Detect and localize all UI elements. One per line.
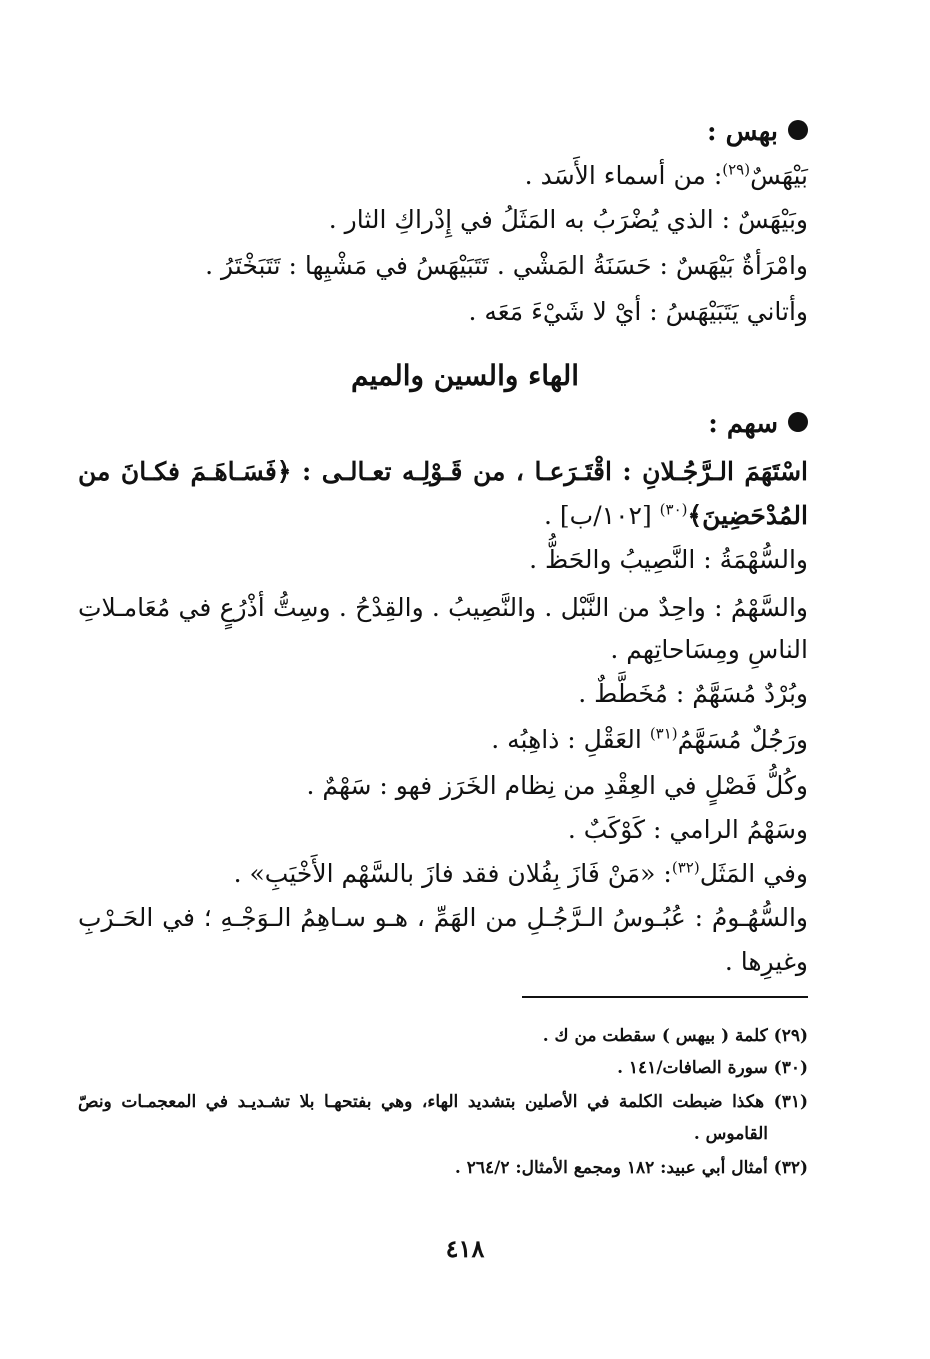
footnote-ref-32[interactable]: (٣٢): [671, 858, 700, 877]
text-line: [491, 720, 808, 760]
text-line: وأتاني يَتَبَيْهَسُ : أيْ لا شَيْءَ مَعَه .: [468, 297, 808, 326]
text-line: [544, 496, 808, 536]
page-number: ٤١٨: [445, 1234, 485, 1263]
text-line: والسُّهْمَةُ : النَّصِيبُ والحَظُّ .: [529, 545, 808, 574]
text-line: وامْرَأةٌ بَيْهَسٌ : حَسَنَةُ المَشْي . تَتَبَيْهَسُ في مَشْيِها : تَتَبَخْتَرُ .: [205, 251, 808, 280]
footnote-ref-29[interactable]: (٢٩): [722, 160, 751, 179]
text-line: الناسِ ومِسَاحاتِهم .: [610, 635, 808, 664]
entry-heading-text: سهم :: [708, 409, 778, 439]
footnote-ref-31[interactable]: (٣١): [649, 724, 678, 743]
text-line: والسُّهُـومُ : عُبُـوسُ الـرَّجُـلِ من الهَمِّ ، هـو سـاهِمُ الـوَجْـهِ ؛ في الحَـرْبِ: [78, 903, 808, 932]
proverb: : «مَنْ فَازَ بِفُلان فقد فازَ بالسَّهْم الأَخْيَبِ» .: [233, 859, 672, 888]
footnote-31: (٣١) هكذا ضبطت الكلمة في الأصلين بتشديد الهاء، وهي بفتحهـا بلا تشـديـد في المعجمـات ونصّ: [78, 1092, 808, 1112]
text-line: وغيرِها .: [724, 947, 808, 976]
text-line: وبَيْهَسٌ : الذي يُضْرَبُ به المَثَلُ في إِدْراكِ الثار .: [328, 205, 808, 234]
footnote-32: (٣٢) أمثال أبي عبيد: ١٨٢ ومجمع الأمثال: ٢٦٤/٢ .: [454, 1158, 808, 1178]
entry-heading-text: بهس :: [706, 117, 778, 147]
quran-quote: المُدْحَضِينَ﴾: [687, 501, 808, 530]
text-line: وسَهْمُ الرامي : كَوْكَبٌ .: [567, 815, 808, 844]
headword: ورَجُلٌ مُسَهَّمُ: [677, 725, 808, 754]
entry-heading-sahm: [708, 404, 808, 444]
headword: وفي المَثَل: [699, 859, 808, 888]
definition: : من أسماء الأَسَد .: [524, 161, 723, 190]
text-line: والسَّهْمُ : واحِدٌ من النَّبْل . والنَّصِيبُ . والقِدْحُ . وسِتُّ أذْرُعٍ في مُعَامـلاتِ: [78, 593, 808, 622]
text-line: وكُلُّ فَصْلٍ في العِقْدِ من نِظام الخَرَز فهو : سَهْمٌ .: [306, 771, 808, 800]
definition: العَقْلِ : ذاهِبُه .: [491, 725, 642, 754]
headword: بَيْهَسٌ: [750, 161, 808, 190]
footnote-ref-30[interactable]: (٣٠): [659, 500, 688, 519]
text-line: وبُرْدٌ مُسَهَّمٌ : مُخَطَّطٌ .: [578, 679, 808, 708]
manuscript-ref: [١٠٢/ب] .: [544, 501, 652, 530]
section-title: الهاء والسين والميم: [350, 359, 580, 392]
footnote-31-continued: القاموس .: [693, 1124, 768, 1144]
text-line: [234, 854, 808, 894]
entry-heading-bahs: [707, 112, 808, 152]
text-line: اسْتَهَمَ الـرَّجُـلانِ : اقْتَـرَعـا ، من قَـوْلِـه تعـالـى : ﴿فَسَـاهَـمَ فكـانَ من: [78, 457, 808, 486]
footnote-30: (٣٠) سورة الصافات/١٤١ .: [617, 1058, 808, 1078]
text-line: [525, 156, 808, 196]
footnote-separator: [522, 996, 808, 998]
footnote-29: (٢٩) كلمة ( بيهس ) سقطت من ك .: [542, 1026, 808, 1046]
bullet-icon: [788, 120, 808, 140]
bullet-icon: [788, 412, 808, 432]
